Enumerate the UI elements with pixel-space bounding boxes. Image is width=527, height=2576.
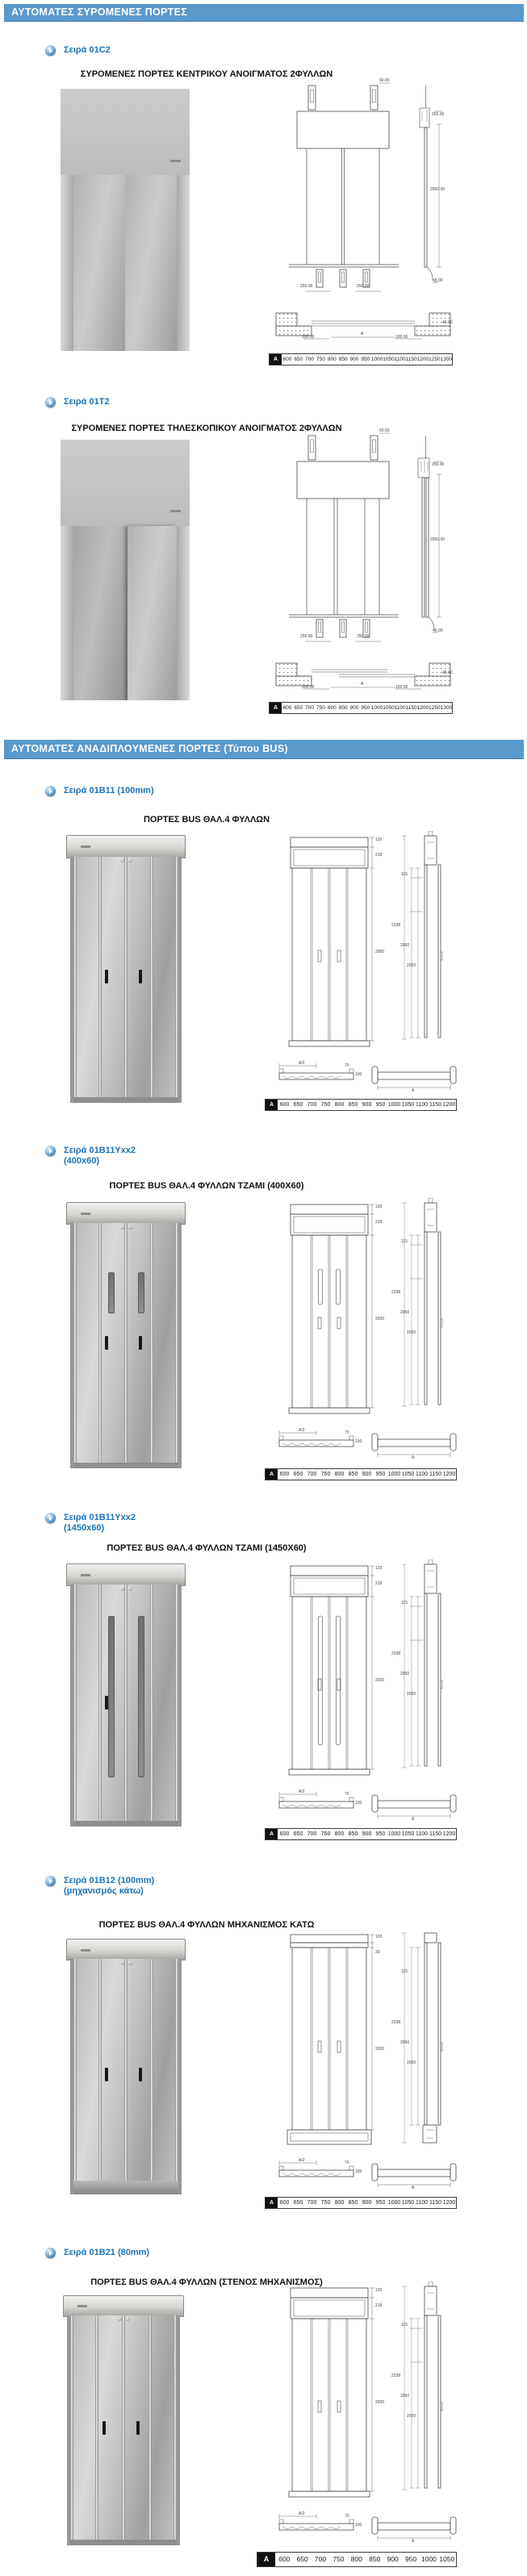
hinge-rail	[98, 857, 102, 1103]
table-values: 600 650 700 750 800 850 900 950 1000 1050 1100 1150 1200	[279, 1831, 456, 1837]
dim-label: 70	[345, 2514, 349, 2519]
dimension-table	[265, 1099, 457, 1111]
dim-label: 115	[401, 2323, 408, 2328]
dim-label: 70	[345, 1063, 349, 1068]
door-handle	[105, 970, 108, 983]
hinge-rail	[124, 1584, 128, 1827]
dim-label: 250.00	[300, 284, 313, 289]
dim-label: A/2	[299, 1061, 305, 1066]
series-bullet-icon	[45, 45, 56, 56]
dim-label: 218	[375, 1581, 383, 1586]
series-label: Σειρά 01B11 (100mm)	[64, 786, 154, 795]
dim-label: A	[412, 1817, 415, 1822]
door-lintel	[61, 89, 190, 177]
dim-label: 2000	[407, 963, 416, 968]
product-title: ΠΟΡΤΕΣ BUS ΘΑΛ.4 ΦΥΛΛΩΝ ΤΖΑΜΙ (400X60)	[109, 1181, 304, 1191]
table-values: 600 650 700 750 800 850 900 950 1000 1050	[278, 2555, 455, 2563]
coupler-knob	[120, 1961, 124, 1965]
dim-label: 2000	[375, 1678, 385, 1683]
dim-label: 60.00	[379, 78, 390, 83]
dimension-table	[265, 1828, 457, 1840]
dim-label: 100	[355, 2523, 362, 2528]
series-label: Σειρά 01B11Yxx2	[64, 1146, 136, 1155]
series-link-01b11y-1450[interactable]	[45, 1513, 136, 1534]
door-leaf-right	[125, 175, 177, 351]
technical-drawing	[266, 79, 460, 353]
brand-plate	[81, 1949, 90, 1952]
product-photo-door	[66, 1564, 186, 1827]
dimension-table	[265, 1468, 457, 1480]
hinge-rail	[124, 1959, 128, 2194]
dim-label: 2338	[391, 2374, 401, 2378]
door-handle	[105, 2068, 108, 2081]
dim-label: 250.00	[357, 634, 370, 639]
dim-label: 100	[355, 1439, 362, 1444]
door-leaves	[70, 857, 182, 1103]
dim-label: 2060	[400, 2394, 410, 2399]
door-leaves	[67, 2315, 180, 2545]
door-base	[73, 1463, 178, 1468]
door-leaf-left	[73, 175, 126, 351]
product-photo-door	[63, 2295, 184, 2545]
dim-label: A/2	[299, 1428, 305, 1433]
dim-label: 120	[375, 1566, 383, 1571]
door-handle	[136, 2421, 140, 2435]
coupler-knob	[128, 1587, 132, 1591]
table-values: 600 650 700 750 800 850 900 950 1000 1050 1100 1150 1200 1250 1300	[282, 705, 453, 711]
door-opening	[73, 526, 177, 700]
dim-label: 45.00	[442, 320, 453, 325]
series-bullet-icon	[45, 2248, 56, 2258]
dim-label: 2000	[407, 2414, 416, 2419]
product-title: ΠΟΡΤΕΣ BUS ΘΑΛ.4 ΦΥΛΛΩΝ (ΣΤΕΝΟΣ ΜΗΧΑΝΙΣΜΟΣ)	[90, 2277, 323, 2287]
product-photo-door	[61, 89, 190, 351]
dim-label: A	[412, 1088, 415, 1093]
brand-plate	[81, 1574, 90, 1576]
brand-plate	[81, 845, 90, 848]
dim-label: 250.00	[300, 634, 313, 639]
dim-label: 70	[345, 2161, 349, 2165]
coupler-knob	[128, 1225, 132, 1230]
dim-label: 250.00	[357, 284, 370, 289]
dim-label: 2060	[400, 2040, 410, 2045]
dim-label: 100	[375, 1935, 383, 1939]
series-link-01b11[interactable]	[45, 786, 154, 796]
product-title: ΠΟΡΤΕΣ BUS ΘΑΛ.4 ΦΥΛΛΩΝ	[143, 815, 270, 825]
dim-label: 30	[375, 1950, 380, 1955]
series-link-01b21[interactable]	[45, 2248, 149, 2258]
dimension-table	[269, 353, 453, 365]
category-bar-bus-doors	[4, 740, 524, 759]
product-title: ΣΥΡΟΜΕΝΕΣ ΠΟΡΤΕΣ ΤΗΛΕΣΚΟΠΙΚΟΥ ΑΝΟΙΓΜΑΤΟΣ 2ΦΥΛΛΩΝ	[71, 424, 342, 433]
series-link-01b12[interactable]	[45, 1876, 154, 1897]
hinge-rail	[124, 857, 128, 1103]
hinge-rail	[95, 2315, 98, 2545]
coupler-knob	[120, 1225, 124, 1230]
door-handle	[139, 970, 142, 983]
series-link-01t2[interactable]	[45, 397, 110, 407]
product-title: ΠΟΡΤΕΣ BUS ΘΑΛ.4 ΦΥΛΛΩΝ ΤΖΑΜΙ (1450X60)	[107, 1543, 307, 1553]
hinge-rail	[150, 1223, 153, 1468]
dim-label: 2000	[375, 1317, 385, 1321]
hinge-rail	[150, 857, 153, 1103]
table-header-cell: A	[266, 2198, 278, 2208]
dim-label: 120	[375, 2288, 383, 2293]
brand-plate	[170, 510, 181, 512]
coupler-knob	[120, 858, 124, 862]
dim-label: 2000	[375, 950, 385, 954]
hinge-rail	[148, 2315, 152, 2545]
product-title: ΣΥΡΟΜΕΝΕΣ ΠΟΡΤΕΣ ΚΕΝΤΡΙΚΟΥ ΑΝΟΙΓΜΑΤΟΣ 2ΦΥΛΛΩΝ	[80, 69, 333, 79]
series-bullet-icon	[45, 1146, 56, 1156]
dim-label: 115	[401, 872, 408, 877]
series-sublabel: (1450x60)	[64, 1523, 105, 1533]
vision-glass-panel	[138, 1616, 144, 1777]
dim-label: 2000	[407, 1692, 416, 1697]
series-label: Σειρά 01B12 (100mm)	[64, 1876, 155, 1885]
series-label: Σειρά 01B11Yxx2	[64, 1513, 136, 1522]
dim-label: A	[412, 2186, 415, 2190]
door-jamb-right	[177, 175, 190, 351]
dim-label: 100.00	[302, 685, 315, 690]
hinge-rail	[175, 1584, 178, 1827]
dim-label: 70	[345, 1792, 349, 1797]
product-photo-door	[66, 1202, 186, 1468]
dim-label: 70	[345, 1430, 349, 1435]
series-bullet-icon	[45, 1513, 56, 1523]
dimension-table	[265, 2197, 457, 2209]
coupler-knob	[128, 1961, 132, 1965]
dim-label: 2338	[391, 2020, 401, 2025]
product-photo-door	[61, 440, 190, 700]
table-header-cell: A	[266, 1829, 278, 1839]
door-base	[70, 2540, 177, 2545]
product-photo-door	[66, 835, 186, 1103]
dim-label: 2338	[391, 923, 401, 928]
door-handle	[105, 1336, 108, 1350]
dim-label: 2000	[407, 1330, 416, 1335]
hinge-rail	[122, 2315, 125, 2545]
table-header-cell: A	[266, 1469, 278, 1480]
series-label: Σειρά 01B21 (80mm)	[64, 2248, 150, 2257]
door-handle	[102, 2421, 106, 2435]
product-title: ΠΟΡΤΕΣ BUS ΘΑΛ.4 ΦΥΛΛΩΝ ΜΗΧΑΝΙΣΜΟΣ ΚΑΤΩ	[98, 1920, 315, 1930]
series-sublabel: (400x60)	[64, 1156, 100, 1166]
technical-drawing	[266, 1198, 468, 1472]
dim-label: 100.00	[395, 685, 408, 690]
dim-label: 115	[401, 1239, 408, 1244]
dim-label: 2000.00	[430, 187, 445, 192]
hinge-rail	[70, 2315, 73, 2545]
dim-label: 250.00	[432, 462, 445, 467]
dimension-table	[257, 2552, 457, 2567]
dimension-table	[269, 702, 453, 714]
vision-glass-panel	[108, 1616, 115, 1777]
dim-label: 2060	[400, 1672, 410, 1676]
hinge-rail	[150, 1584, 153, 1827]
dim-label: 45.00	[433, 628, 443, 633]
series-link-01b11y-400[interactable]	[45, 1146, 136, 1167]
dim-label: 120	[375, 837, 383, 842]
dim-label: 218	[375, 853, 383, 858]
table-header-cell: A	[270, 703, 282, 713]
table-values: 600 650 700 750 800 850 900 950 1000 1050 1100 1150 1200	[279, 1102, 456, 1108]
dim-label: A/2	[299, 2511, 305, 2516]
dim-label: 100	[355, 1801, 362, 1806]
dim-label: 45.00	[433, 278, 443, 283]
hinge-rail	[73, 1223, 77, 1468]
dim-label: 250.00	[432, 112, 445, 117]
table-header-cell: A	[266, 1100, 278, 1110]
vision-glass-panel	[138, 1272, 144, 1313]
series-label: Σειρά 01T2	[64, 397, 110, 407]
hinge-rail	[174, 2315, 177, 2545]
brand-plate	[77, 2305, 87, 2307]
table-values: 600 650 700 750 800 850 900 950 1000 1050 1100 1150 1200	[279, 2200, 456, 2206]
dim-label: 2060	[400, 1310, 410, 1315]
door-base	[73, 1097, 178, 1103]
door-jamb-left	[61, 175, 73, 351]
category-bar-label: ΑΥΤΟΜΑΤΕΣ ΑΝΑΔΙΠΛΟΥΜΕΝΕΣ ΠΟΡΤΕΣ (Τύπου BUS)	[11, 743, 288, 754]
table-header-cell: A	[270, 354, 282, 365]
dim-label: 100.00	[302, 335, 315, 340]
dim-label: 2000.00	[430, 537, 445, 542]
dim-label: 100	[355, 1072, 362, 1077]
dim-label: A	[412, 2539, 415, 2544]
category-bar-sliding-doors	[4, 4, 524, 22]
dim-label: A	[361, 332, 364, 336]
hinge-rail	[98, 1584, 102, 1827]
door-base	[73, 1821, 178, 1827]
series-sublabel: (μηχανισμός κάτω)	[64, 1886, 144, 1896]
hinge-rail	[124, 1223, 128, 1468]
vision-glass-panel	[108, 1272, 115, 1313]
hinge-rail	[175, 1959, 178, 2194]
door-leaves	[70, 1959, 182, 2194]
hinge-rail	[73, 857, 77, 1103]
bottom-mechanism-box	[73, 2181, 178, 2194]
series-label: Σειρά 01C2	[64, 45, 111, 55]
dim-label: 60.00	[379, 428, 390, 433]
door-lintel	[61, 440, 190, 528]
dim-label: 2060	[400, 943, 410, 948]
series-bullet-icon	[45, 786, 56, 796]
door-jamb-left	[61, 526, 73, 700]
door-leaf-fast	[128, 526, 177, 700]
door-handle	[139, 2068, 142, 2081]
series-bullet-icon	[45, 1876, 56, 1886]
dim-label: 100.00	[395, 335, 408, 340]
hinge-rail	[150, 1959, 153, 2194]
product-photo-door	[66, 1939, 186, 2194]
hinge-rail	[73, 1584, 77, 1827]
dim-label: A	[412, 1455, 415, 1460]
series-bullet-icon	[45, 397, 56, 407]
dim-label: 218	[375, 1220, 383, 1225]
table-values: 600 650 700 750 800 850 900 950 1000 1050 1100 1150 1200	[279, 1472, 456, 1477]
dim-label: 2338	[391, 1290, 401, 1295]
dim-label: 45.00	[442, 670, 453, 675]
hinge-rail	[175, 1223, 178, 1468]
door-leaves	[70, 1584, 182, 1827]
brand-plate	[170, 160, 181, 162]
door-leaves	[70, 1223, 182, 1468]
technical-drawing	[266, 1559, 468, 1834]
coupler-knob	[120, 1587, 124, 1591]
door-opening	[73, 175, 177, 351]
door-leaf-slow	[73, 526, 128, 700]
hinge-rail	[98, 1959, 102, 2194]
dim-label: A/2	[299, 2158, 305, 2163]
category-bar-label: ΑΥΤΟΜΑΤΕΣ ΣΥΡΟΜΕΝΕΣ ΠΟΡΤΕΣ	[11, 6, 188, 18]
dim-label: 115	[401, 1969, 408, 1974]
dim-label: 120	[375, 1204, 383, 1209]
series-link-01c2[interactable]	[45, 45, 111, 56]
coupler-knob	[118, 2317, 122, 2321]
dim-label: 2000	[375, 2047, 385, 2052]
table-header-cell: A	[257, 2553, 275, 2566]
dim-label: 2338	[391, 1651, 401, 1656]
technical-drawing	[266, 1928, 468, 2202]
brand-plate	[81, 1213, 90, 1215]
table-values: 600 650 700 750 800 850 900 950 1000 1050 1100 1150 1200 1250 1300	[282, 357, 453, 362]
dim-label: 100	[355, 2169, 362, 2174]
dim-label: A/2	[299, 1789, 305, 1794]
dim-label: 2000	[407, 2060, 416, 2065]
technical-drawing	[266, 429, 460, 703]
hinge-rail	[175, 857, 178, 1103]
door-handle	[139, 1336, 142, 1350]
dim-label: 218	[375, 2303, 383, 2308]
dim-label: 2000	[375, 2400, 385, 2405]
dim-label: A	[361, 682, 364, 687]
technical-drawing	[266, 2282, 468, 2556]
hinge-rail	[98, 1223, 102, 1468]
door-jamb-right	[177, 526, 190, 700]
dim-label: 115	[401, 1601, 408, 1605]
technical-drawing	[266, 831, 468, 1105]
hinge-rail	[73, 1959, 77, 2194]
